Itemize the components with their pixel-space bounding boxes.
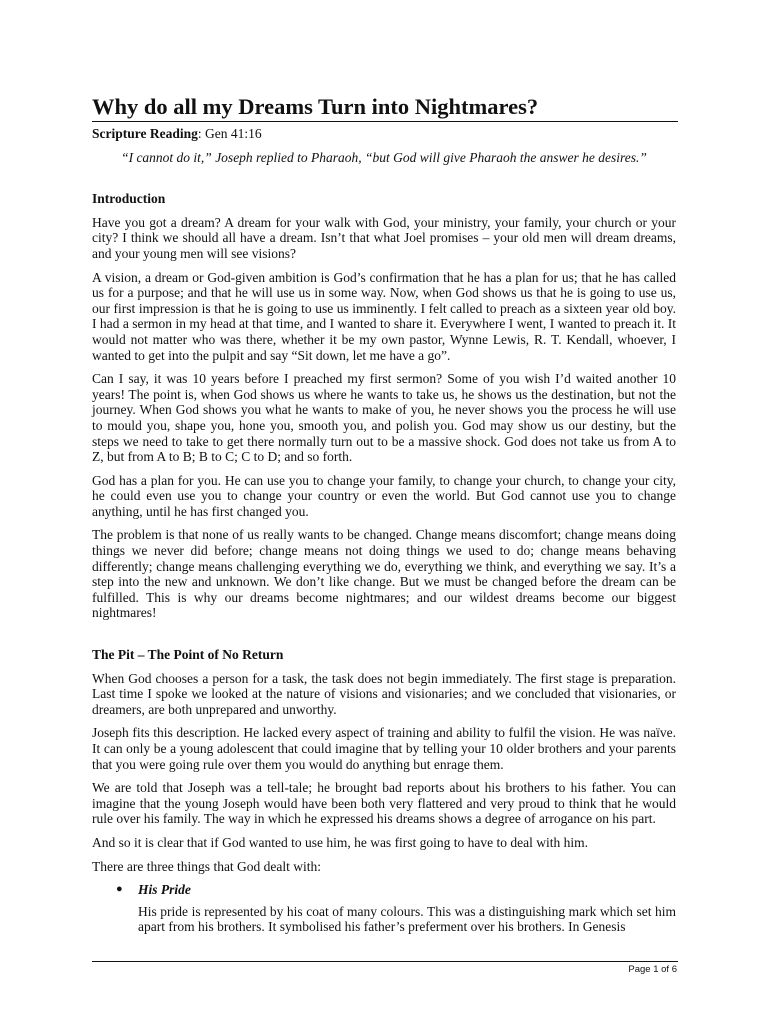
- section-heading-introduction: Introduction: [92, 191, 166, 207]
- scripture-label: Scripture Reading: [92, 126, 198, 141]
- paragraph: Joseph fits this description. He lacked every aspect of training and ability to fulfil the vision. He was naïve. It can only be a young adolescent that could imagine that by telling your 10 older brothers and your parents that you were going rule over them you would do anything but enrage them.: [92, 725, 676, 772]
- section-heading-the-pit: The Pit – The Point of No Return: [92, 647, 284, 663]
- scripture-quote: “I cannot do it,” Joseph replied to Pharaoh, “but God will give Pharaoh the answer he desires.”: [121, 149, 647, 165]
- scripture-reference: : Gen 41:16: [197, 126, 262, 141]
- paragraph: We are told that Joseph was a tell-tale; he brought bad reports about his brothers to his father. You can imagine that the young Joseph would have been both very flattered and very proud to think that he would rule over his family. The way in which he expressed his dreams shows a degree of arrogance on his part.: [92, 780, 676, 827]
- bullet-dot-icon: ●: [116, 883, 123, 896]
- bullet-label: His Pride: [138, 882, 191, 898]
- paragraph: God has a plan for you. He can use you to change your family, to change your church, to change your city, he could even use you to change your country or even the world. But God cannot use you to change anything, until he has first changed you.: [92, 472, 676, 519]
- paragraph: There are three things that God dealt with:: [92, 858, 322, 874]
- scripture-reading: [92, 126, 676, 142]
- footer-divider: [92, 961, 678, 962]
- bullet-paragraph: His pride is represented by his coat of many colours. This was a distinguishing mark which set him apart from his brothers. It symbolised his father’s preferment over his brothers. In Genesis: [138, 903, 676, 935]
- paragraph: A vision, a dream or God-given ambition is God’s confirmation that he has a plan for us; that he has called us for a purpose; and that he will use us in some way. Now, when God shows us that he is going to use us, our first impression is that he is going to use us imminently. I felt called to preach as a sixteen year old boy. I had a sermon in my head at that time, and I wanted to share it. Everywhere I went, I wanted to preach it. It would not matter who was there, whether it be my own pastor, Wynne Lewis, R. T. Kendall, whoever, I wanted to get into the pulpit and say “Sit down, let me have a go”.: [92, 269, 676, 363]
- page-number: Page 1 of 6: [628, 964, 677, 975]
- bullet-item-his-pride: [92, 882, 676, 898]
- paragraph: Have you got a dream? A dream for your walk with God, your ministry, your family, your church or your city? I think we should all have a dream. Isn’t that what Joel promises – your old men will dream dreams, and your young men will see visions?: [92, 214, 676, 261]
- document-body: [92, 126, 676, 935]
- paragraph: When God chooses a person for a task, the task does not begin immediately. The first stage is preparation. Last time I spoke we looked at the nature of visions and visionaries; and we concluded that visionaries, or dreamers, are both unprepared and unworthy.: [92, 670, 676, 717]
- paragraph: And so it is clear that if God wanted to use him, he was first going to have to deal with him.: [92, 834, 589, 850]
- paragraph: Can I say, it was 10 years before I preached my first sermon? Some of you wish I’d waited another 10 years! The point is, when God shows us where he wants to take us, he shows us the destination, but not the journey. When God shows you what he wants to make of you, he never shows you the process he will use to mould you, shape you, hone you, smooth you, and polish you. God may show us our destiny, but the steps we need to take to get there normally turn out to be a massive shock. God does not take us from A to Z, but from A to B; B to C; C to D; and so forth.: [92, 371, 676, 465]
- document-title: Why do all my Dreams Turn into Nightmares?: [92, 93, 678, 122]
- paragraph: The problem is that none of us really wants to be changed. Change means discomfort; change means doing things we never did before; change means not doing things we used to do; change means behaving differently; change means challenging everything we do, everything we think, and everything we say. It’s a step into the new and unknown. We don’t like change. But we must be changed before the dream can be fulfilled. This is why our dreams become nightmares; and our wildest dreams become our biggest nightmares!: [92, 527, 676, 621]
